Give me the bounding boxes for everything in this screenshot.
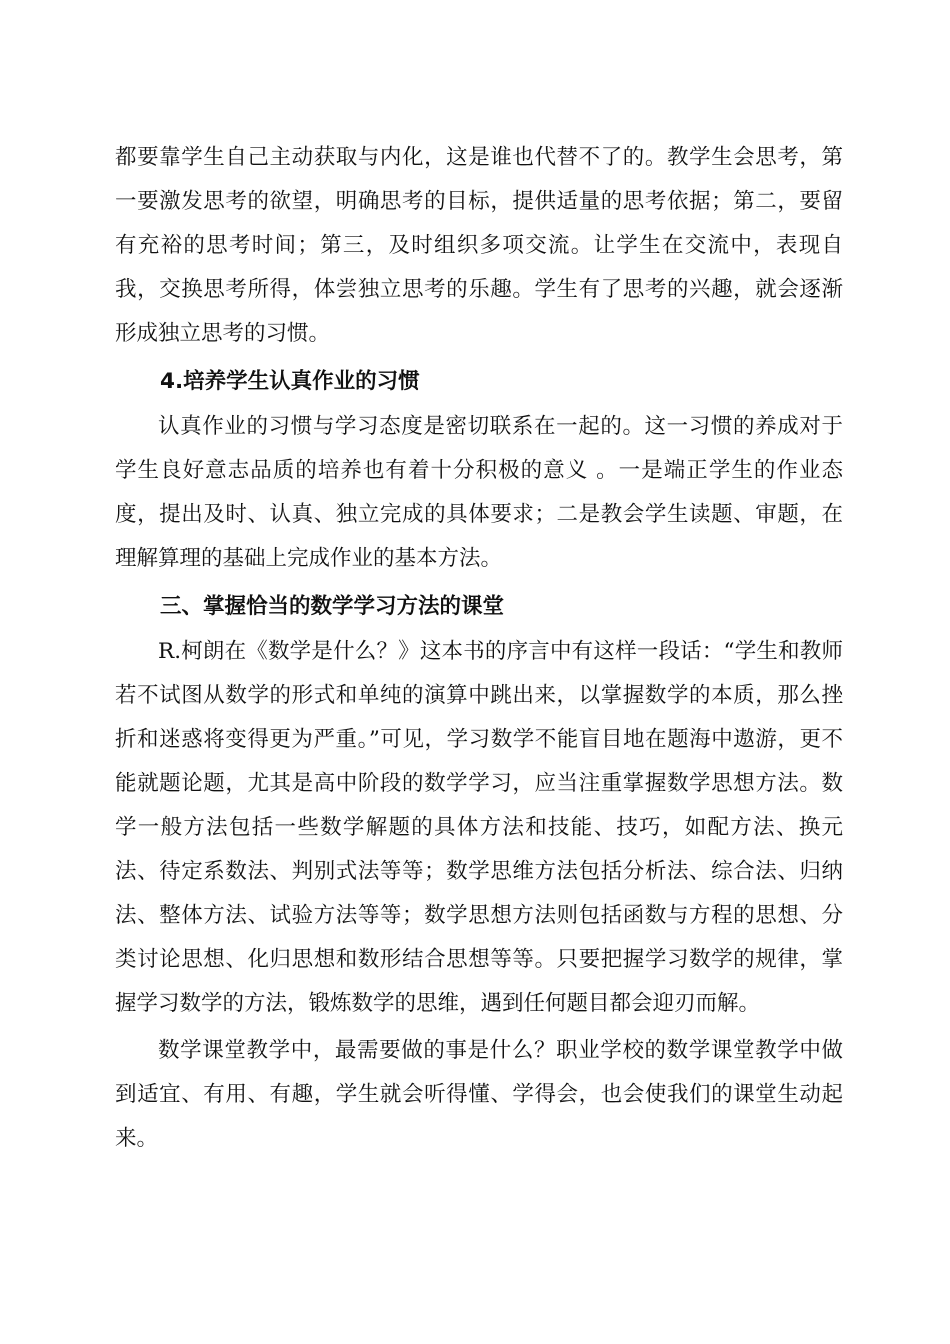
section-heading-homework-habit: 4.培养学生认真作业的习惯: [160, 369, 420, 394]
paragraph-thinking-habit: 都要靠学生自己主动获取与内化，这是谁也代替不了的。教学生会思考，第一要激发思考的欲望，明确思考的目标，提供适量的思考依据；第二，要留有充裕的思考时间；第三，及时组织多项交流。让学生在交流中，表现自我，交换思考所得，体尝独立思考的乐趣。学生有了思考的兴趣，就会逐渐形成独立思考的习惯。: [115, 145, 843, 346]
paragraph-classroom-conclusion: 数学课堂教学中，最需要做的事是什么？职业学校的数学课堂教学中做到适宜、有用、有趣，学生就会听得懂、学得会，也会使我们的课堂生动起来。: [115, 1038, 843, 1151]
document-page: [115, 136, 843, 1161]
section-heading-learning-methods: 三、掌握恰当的数学学习方法的课堂: [160, 594, 505, 619]
paragraph-courant-quote: R.柯朗在《数学是什么？》这本书的序言中有这样一段话：“学生和教师若不试图从数学的形式和单纯的演算中跳出来，以掌握数学的本质，那么挫折和迷惑将变得更为严重。”可见，学习数学不能盲目地在题海中遨游，更不能就题论题，尤其是高中阶段的数学学习，应当注重掌握数学思想方法。数学一般方法包括一些数学解题的具体方法和技能、技巧，如配方法、换元法、待定系数法、判别式法等等；数学思维方法包括分析法、综合法、归纳法、整体方法、试验方法等等；数学思想方法则包括函数与方程的思想、分类讨论思想、化归思想和数形结合思想等等。只要把握学习数学的规律，掌握学习数学的方法，锻炼数学的思维，遇到任何题目都会迎刃而解。: [115, 639, 843, 1016]
paragraph-homework-habit: 认真作业的习惯与学习态度是密切联系在一起的。这一习惯的养成对于学生良好意志品质的培养也有着十分积极的意义 。一是端正学生的作业态度，提出及时、认真、独立完成的具体要求；二是教会学生读题、审题，在理解算理的基础上完成作业的基本方法。: [115, 414, 843, 571]
